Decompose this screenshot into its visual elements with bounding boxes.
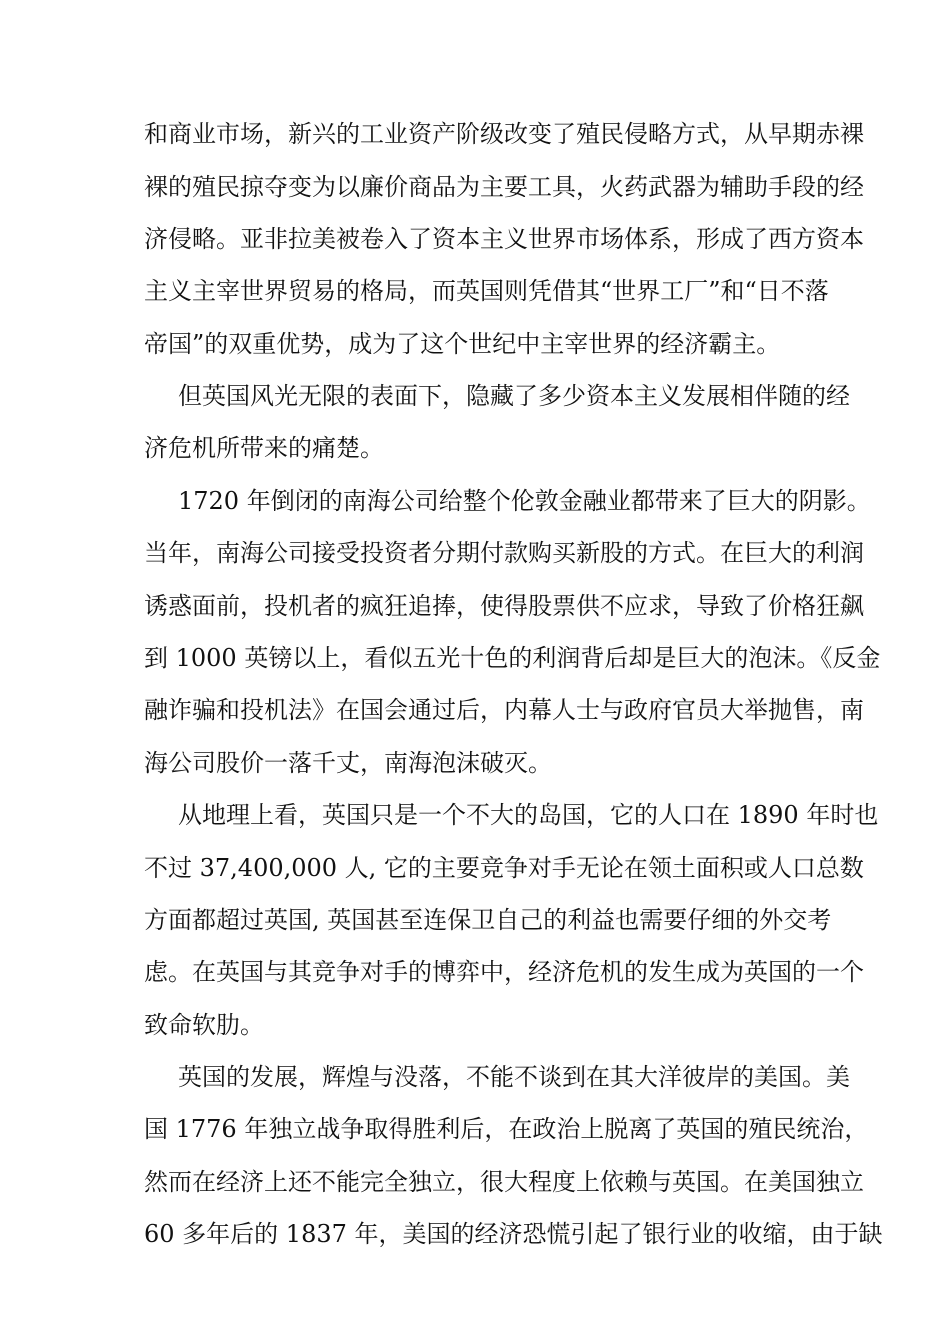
paragraph-line: 主义主宰世界贸易的格局，而英国则凭借其“世界工厂”和“日不落 (144, 277, 829, 305)
paragraph-line: 到 1000 英镑以上，看似五光十色的利润背后却是巨大的泡沫。《反金 (144, 644, 881, 672)
paragraph-line: 帝国”的双重优势，成为了这个世纪中主宰世界的经济霸主。 (144, 330, 781, 358)
paragraph-line: 1720 年倒闭的南海公司给整个伦敦金融业都带来了巨大的阴影。 (178, 487, 871, 515)
paragraph-line: 济侵略。亚非拉美被卷入了资本主义世界市场体系，形成了西方资本 (144, 225, 864, 253)
paragraph-line: 不过 37,400,000 人, 它的主要竞争对手无论在领土面积或人口总数 (144, 854, 864, 882)
paragraph-line: 然而在经济上还不能完全独立，很大程度上依赖与英国。在美国独立 (144, 1168, 864, 1196)
paragraph-line: 致命软肋。 (144, 1011, 264, 1039)
paragraph-line: 60 多年后的 1837 年，美国的经济恐慌引起了银行业的收缩，由于缺 (144, 1220, 883, 1248)
paragraph-line: 当年，南海公司接受投资者分期付款购买新股的方式。在巨大的利润 (144, 539, 864, 567)
paragraph-line: 诱惑面前，投机者的疯狂追捧，使得股票供不应求，导致了价格狂飙 (144, 592, 864, 620)
paragraph-line: 英国的发展，辉煌与没落，不能不谈到在其大洋彼岸的美国。美 (178, 1063, 850, 1091)
paragraph-line: 裸的殖民掠夺变为以廉价商品为主要工具，火药武器为辅助手段的经 (144, 173, 864, 201)
paragraph-line: 虑。在英国与其竞争对手的博弈中，经济危机的发生成为英国的一个 (144, 958, 864, 986)
paragraph-line: 和商业市场，新兴的工业资产阶级改变了殖民侵略方式，从早期赤裸 (144, 120, 864, 148)
paragraph-line: 从地理上看，英国只是一个不大的岛国，它的人口在 1890 年时也 (178, 801, 879, 829)
paragraph-line: 国 1776 年独立战争取得胜利后，在政治上脱离了英国的殖民统治， (144, 1115, 869, 1143)
paragraph-line: 方面都超过英国, 英国甚至连保卫自己的利益也需要仔细的外交考 (144, 906, 832, 934)
paragraph-line: 济危机所带来的痛楚。 (144, 434, 384, 462)
paragraph-line: 融诈骗和投机法》在国会通过后，内幕人士与政府官员大举抛售，南 (144, 696, 864, 724)
paragraph-line: 海公司股价一落千丈，南海泡沫破灭。 (144, 749, 552, 777)
paragraph-line: 但英国风光无限的表面下，隐藏了多少资本主义发展相伴随的经 (178, 382, 850, 410)
